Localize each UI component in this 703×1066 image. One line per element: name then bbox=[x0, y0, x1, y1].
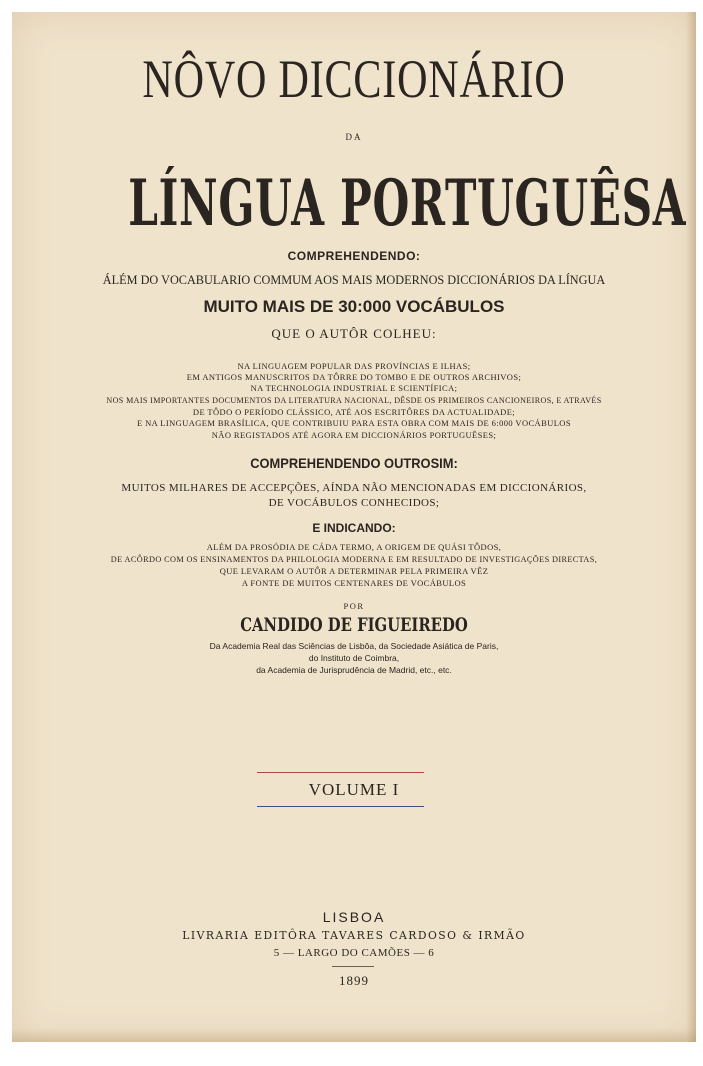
e-indicando-heading: E INDICANDO: bbox=[312, 521, 396, 535]
imprint-publisher: LIVRARIA EDITÔRA TAVARES CARDOSO & IRMÃO bbox=[182, 929, 526, 942]
source-line: EM ANTIGOS MANUSCRITOS DA TÔRRE DO TOMBO E DE OUTROS ARCHIVOS; bbox=[186, 372, 522, 382]
author-affiliation: da Academia de Jurisprudência de Madrid, etc., etc. bbox=[256, 665, 452, 675]
author-affiliation: do Instituto de Coimbra, bbox=[308, 653, 400, 663]
indicando-line: QUE LEVARAM O AUTÔR A DETERMINAR PELA PRIMEIRA VÊZ bbox=[219, 566, 489, 576]
source-line: NÃO REGISTADOS ATÉ AGORA EM DICCIONÁRIOS PORTUGUÊSES; bbox=[211, 430, 497, 440]
source-line: NA TECHNOLOGIA INDUSTRIAL E SCIENTÍFICA; bbox=[250, 383, 458, 393]
por-label: POR bbox=[343, 601, 365, 611]
imprint-year: 1899 bbox=[339, 973, 369, 988]
source-line: NA LINGUAGEM POPULAR DAS PROVÍNCIAS E ILHAS; bbox=[237, 361, 471, 371]
title-line-2: LÍNGUA PORTUGUÊSA bbox=[128, 166, 687, 241]
muito-mais-line: MUITO MAIS DE 30:000 VOCÁBULOS bbox=[203, 297, 505, 316]
source-line: DE TÔDO O PERÍODO CLÁSSICO, ATÉ AOS ESCRITÔRES DA ACTUALIDADE; bbox=[192, 407, 516, 417]
author-name: CANDIDO DE FIGUEIREDO bbox=[240, 614, 468, 636]
volume-label: VOLUME I bbox=[308, 780, 400, 799]
author-affiliation: Da Academia Real das Sciências de Lisbôa, da Sociedade Asiática de Paris, bbox=[209, 641, 499, 651]
imprint-divider bbox=[332, 966, 374, 967]
indicando-line: ALÉM DA PROSÓDIA DE CÁDA TERMO, A ORIGEM DE QUÁSI TÔDOS, bbox=[206, 542, 502, 552]
indicando-line: A FONTE DE MUITOS CENTENARES DE VOCÁBULOS bbox=[241, 578, 467, 588]
imprint-address: 5 — LARGO DO CAMÕES — 6 bbox=[273, 947, 435, 959]
que-o-autor-heading: QUE O AUTÔR COLHEU: bbox=[271, 326, 437, 341]
imprint-city: LISBOA bbox=[322, 909, 386, 925]
indicando-line: DE ACÔRDO COM OS ENSINAMENTOS DA PHILOLOGIA MODERNA E EM RESULTADO DE INVESTIGAÇÕES DIRECTAS, bbox=[110, 554, 598, 564]
comprehendendo-heading: COMPREHENDENDO: bbox=[287, 249, 421, 263]
source-line: E NA LINGUAGEM BRASÍLICA, QUE CONTRIBUIU PARA ESTA OBRA COM MAIS DE 6:000 VOCÁBULOS bbox=[137, 418, 571, 428]
alem-do-vocabulario: ÁLÉM DO VOCABULARIO COMMUM AOS MAIS MODERNOS DICCIONÁRIOS DA LÍNGUA bbox=[102, 273, 606, 287]
comprehendendo-outrosim-heading: COMPREHENDENDO OUTROSIM: bbox=[250, 455, 458, 471]
volume-rule-bottom bbox=[257, 806, 424, 807]
volume-rule-top bbox=[257, 772, 424, 773]
milhares-line: DE VOCÁBULOS CONHECIDOS; bbox=[268, 497, 440, 509]
milhares-line: MUITOS MILHARES DE ACCEPÇÕES, AÍNDA NÃO MENCIONADAS EM DICCIONÁRIOS, bbox=[121, 482, 587, 494]
title-page bbox=[12, 12, 696, 1042]
source-line: NOS MAIS IMPORTANTES DOCUMENTOS DA LITERATURA NACIONAL, DÊSDE OS PRIMEIROS CANCIONEIROS, E ATRAVÉS bbox=[106, 395, 602, 405]
title-line-1: NÔVO DICCIONÁRIO bbox=[142, 49, 566, 109]
title-da: DA bbox=[345, 132, 363, 142]
